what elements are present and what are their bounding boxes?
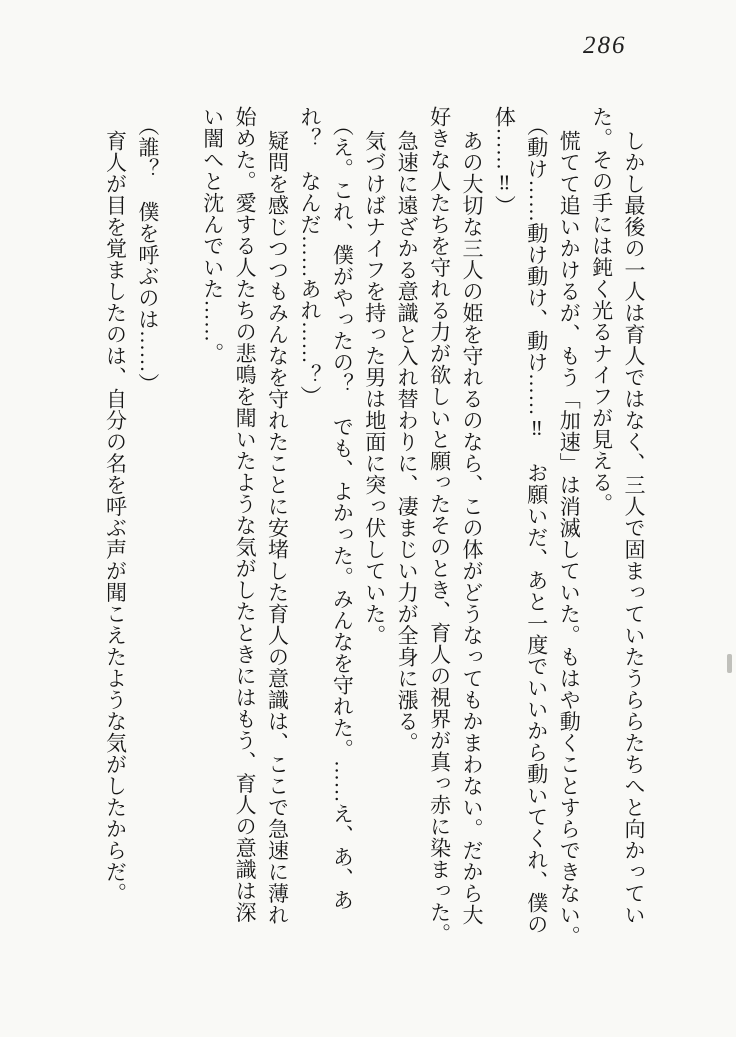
text-line: 育人が目を覚ましたのは、自分の名を呼ぶ声が聞こえたような気がしたからだ。 xyxy=(103,130,128,904)
text-line: （動け……動け動け、動け……‼ お願いだ、あと一度でいいから動いてくれ、僕の xyxy=(524,115,549,935)
text-line: れ？ なんだ……あれ……？） xyxy=(297,106,322,407)
text-line: （え。これ、僕がやったの？ でも、よかった。みんなを守れた。……え、あ、あ xyxy=(330,115,355,911)
text-line: 始めた。愛する人たちの悲鳴を聞いたような気がしたときにはもう、育人の意識は深 xyxy=(233,106,258,923)
text-line: 疑問を感じつつもみんなを守れたことに安堵した育人の意識は、ここで急速に薄れ xyxy=(265,130,290,926)
text-line: い闇へと沈んでいた……。 xyxy=(200,106,225,364)
text-line: 好きな人たちを守れる力が欲しいと願ったそのとき、育人の視界が真っ赤に染まった。 xyxy=(427,106,452,945)
text-line: た。その手には鈍く光るナイフが見える。 xyxy=(589,106,614,515)
page-number: 286 xyxy=(583,32,627,59)
text-line: しかし最後の一人は育人ではなく、三人で固まっていたうららたちへと向かってい xyxy=(622,130,646,926)
text-line: 慌てて追いかけるが、もう「加速」は消滅していた。もはや動くことすらできない。 xyxy=(557,130,582,947)
text-block xyxy=(99,106,650,964)
text-line-blank xyxy=(164,106,196,964)
scan-artifact xyxy=(727,654,732,673)
text-line: （誰？ 僕を呼ぶのは……） xyxy=(135,115,160,395)
text-line: あの大切な三人の姫を守れるのなら、この体がどうなってもかまわない。だから大 xyxy=(459,130,484,926)
text-line: 体……‼） xyxy=(492,106,517,217)
text-line: 急速に遠ざかる意識と入れ替わりに、凄まじい力が全身に漲る。 xyxy=(395,130,420,754)
text-line: 気づけばナイフを持った男は地面に突っ伏していた。 xyxy=(362,130,387,646)
